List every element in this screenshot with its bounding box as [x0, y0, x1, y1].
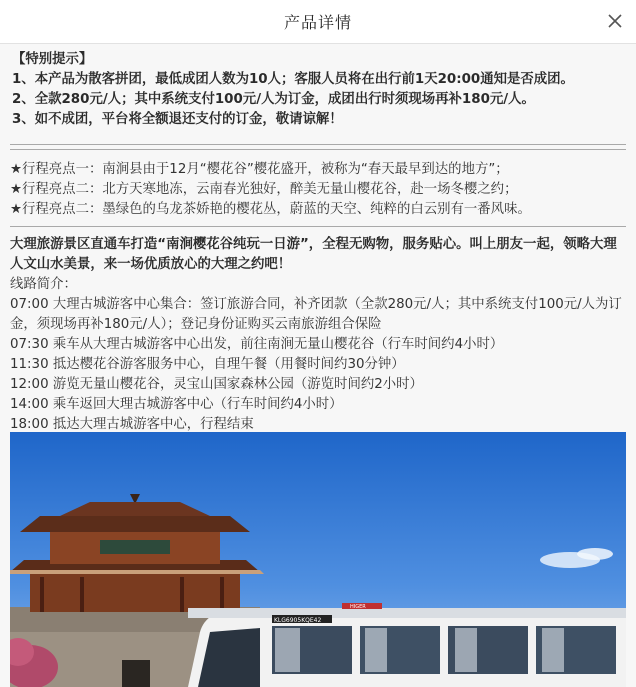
- schedule-item: 14:00 乘车返回大理古城游客中心（行车时间约4小时）: [10, 397, 343, 412]
- schedule-item: 12:00 游览无量山樱花谷，灵宝山国家森林公园（游览时间约2小时）: [10, 377, 423, 392]
- schedule-item: 11:30 抵达樱花谷游客服务中心，自理午餐（用餐时间约30分钟）: [10, 357, 405, 372]
- highlights: [10, 160, 626, 220]
- schedule-list: [10, 295, 626, 435]
- divider: [10, 149, 626, 150]
- divider: [10, 226, 626, 227]
- close-button[interactable]: [606, 12, 624, 30]
- schedule-item: 07:00 大理古城游客中心集合：签订旅游合同，补齐团款（全款280元/人；其中系统支付100元/人为订金，须现场再补180元/人）；登记身份证购买云南旅游组合保险: [10, 297, 622, 332]
- notice-line: 2、全款280元/人；其中系统支付100元/人为订金，成团出行时须现场再补180元/人。: [12, 92, 535, 107]
- notice-line: 3、如不成团，平台将全额退还支付的订金，敬请谅解！: [12, 112, 343, 127]
- tour-photo-illustration: [10, 432, 626, 687]
- notice-line: 1、本产品为散客拼团，最低成团人数为10人；客服人员将在出行前1天20:00通知是否成团。: [12, 72, 574, 87]
- intro-text: 大理旅游景区直通车打造“南涧樱花谷纯玩一日游”，全程无购物，服务贴心。叫上朋友一起，领略大理人文山水美景，来一场优质放心的大理之约吧！: [10, 237, 617, 272]
- schedule-item: 18:00 抵达大理古城游客中心，行程结束: [10, 417, 254, 432]
- detail-content: [0, 44, 636, 435]
- highlight-item: ★行程亮点二：墨绿色的乌龙茶娇艳的樱花丛，蔚蓝的天空、纯粹的白云别有一番风味。: [10, 202, 531, 217]
- schedule-item: 07:30 乘车从大理古城游客中心出发，前往南涧无量山樱花谷（行车时间约4小时）: [10, 337, 504, 352]
- bus-brand: HIGER: [350, 604, 366, 610]
- highlight-item: ★行程亮点二：北方天寒地冻，云南春光独好，醉美无量山樱花谷，赴一场冬樱之约；: [10, 182, 518, 197]
- divider: [10, 144, 626, 145]
- tour-photo: [10, 432, 626, 687]
- close-icon: [606, 12, 624, 30]
- bus-plate: KLG6905KQE42: [274, 617, 322, 624]
- highlight-item: ★行程亮点一：南涧县由于12月“樱花谷”樱花盛开，被称为“春天最早到达的地方”；: [10, 162, 509, 177]
- modal-header: [0, 0, 636, 44]
- modal-title: 产品详情: [283, 13, 352, 32]
- special-notice: [10, 50, 626, 130]
- route-heading: 线路简介：: [10, 277, 77, 292]
- notice-title: 【特别提示】: [12, 52, 93, 67]
